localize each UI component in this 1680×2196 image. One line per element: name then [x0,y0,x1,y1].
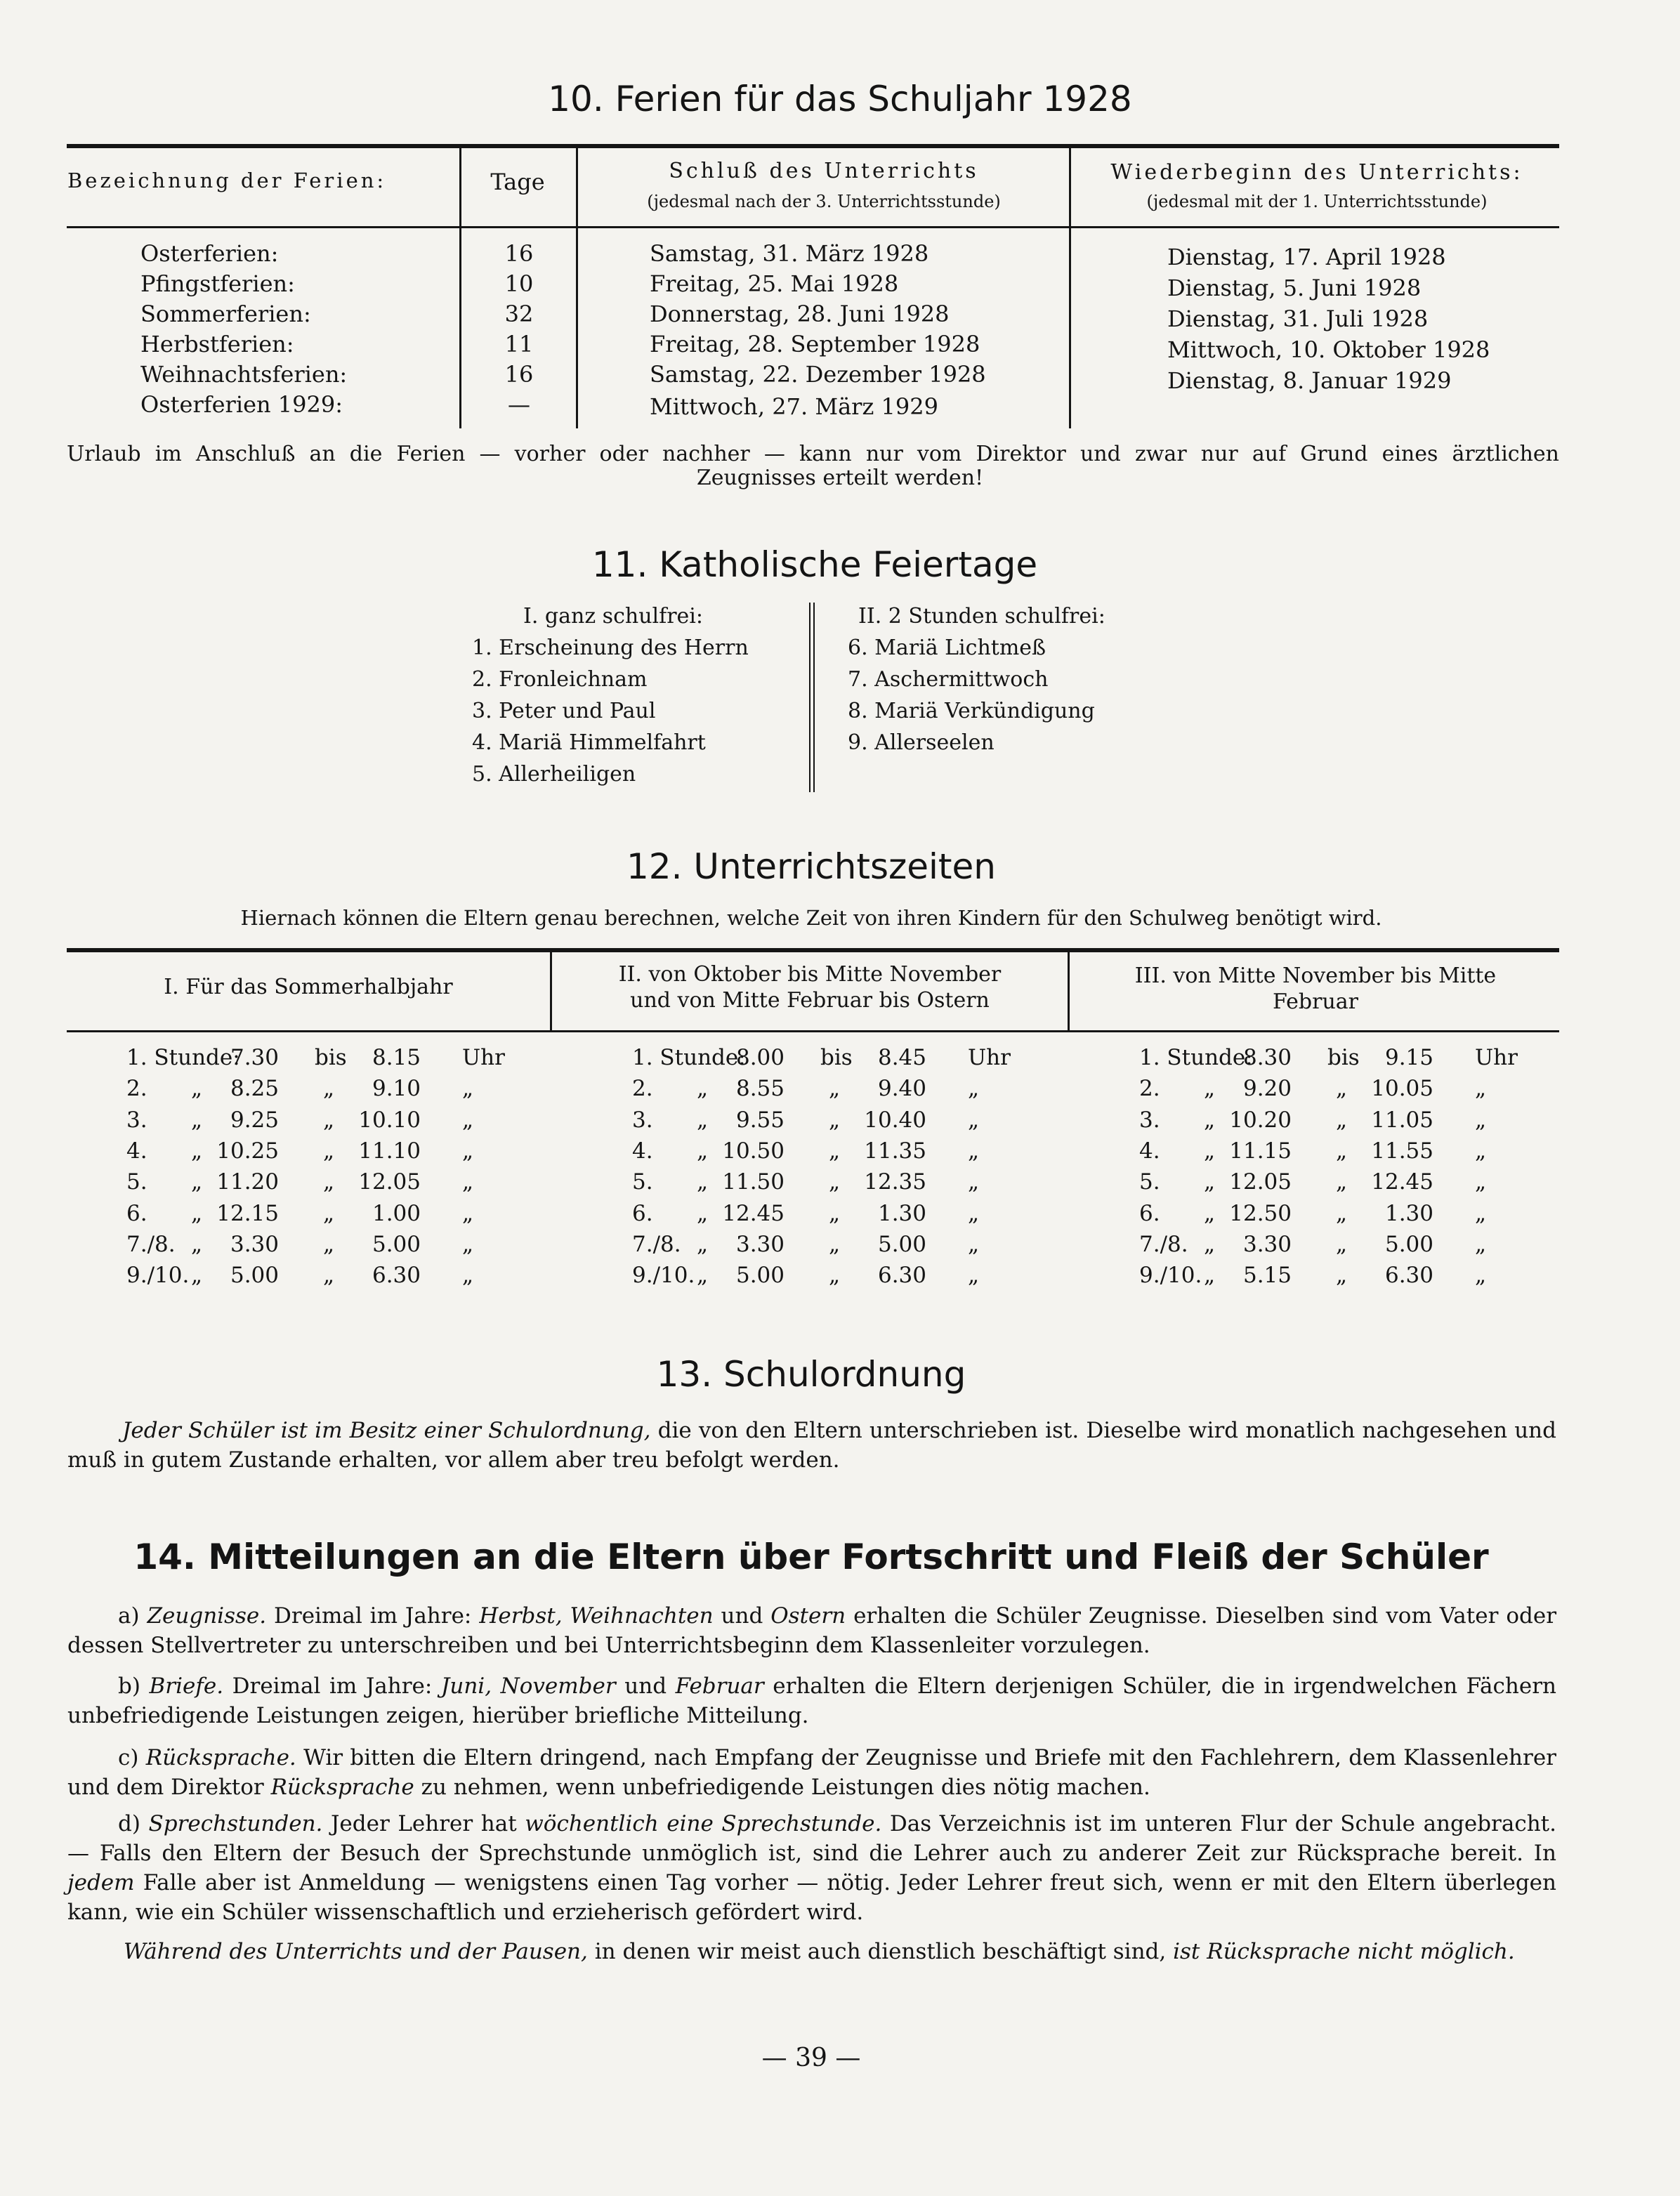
ditto-mark: „ [829,1076,841,1102]
page-number: — 39 — [761,2044,861,2072]
end-time: 5.00 [372,1231,421,1257]
paragraph-c-text-2: zu nehmen, wenn unbefriedigende Leistungen dies nötig machen. [414,1775,1150,1800]
schedule-col-1-header: I. Für das Sommerhalbjahr [164,975,453,999]
col-header-name: Bezeichnung der Ferien: [67,169,387,192]
unit-label: Uhr [1475,1045,1518,1070]
lesson-number: 9./10. [126,1263,190,1289]
section-13-text [67,1416,1556,1475]
paragraph-b-label: b) [118,1674,140,1699]
ditto-mark: „ [1336,1263,1348,1289]
holy-days-right-heading: II. 2 Stunden schulfrei: [858,604,1105,629]
unit-label: „ [968,1076,980,1102]
lesson-number: 1. Stunde: [632,1045,746,1070]
end-time: 1.30 [1384,1200,1433,1226]
closing-note-italic-1: Während des Unterrichts und der Pausen, [124,1939,588,1964]
unit-label: „ [1475,1200,1487,1226]
end-time: 5.00 [877,1231,926,1257]
unit-label: „ [968,1107,980,1133]
ditto-mark: „ [1204,1263,1216,1289]
schedule-col-2-header-line-1: II. von Oktober bis Mitte November [618,962,1002,987]
unit-label: „ [1475,1231,1487,1257]
paragraph-a-label: a) [118,1603,140,1629]
list-item: 7. Aschermittwoch [848,667,1049,692]
holiday-start: Mittwoch, 10. Oktober 1928 [1167,336,1490,363]
ditto-mark: „ [829,1169,841,1195]
schedule-col-2-header-line-2: und von Mitte Februar bis Ostern [630,988,990,1013]
start-time: 10.25 [216,1138,279,1164]
list-item: 4. Mariä Himmelfahrt [472,730,706,755]
end-time: 9.10 [372,1076,421,1102]
section-14-paragraph-d [67,1809,1556,1927]
paragraph-b-text-2: und [615,1674,676,1699]
unit-label: „ [462,1076,474,1102]
lesson-number: 1. Stunde: [126,1045,240,1070]
list-item: 3. Peter und Paul [472,699,656,723]
paragraph-a-title: Zeugnisse. [147,1603,267,1629]
ditto-mark: „ [191,1107,203,1133]
lesson-number: 2. [1139,1076,1160,1102]
paragraph-c-text-1: Wir bitten die Eltern dringend, nach Empfang der Zeugnisse und Briefe mit den Fachlehrern, dem Klassenlehrer und dem Direktor [67,1745,1557,1800]
lesson-number: 2. [126,1076,147,1102]
start-time: 8.30 [1242,1045,1292,1070]
end-time: 11.55 [1371,1138,1433,1164]
bis-label: bis [315,1045,347,1070]
unit-label: „ [462,1138,474,1164]
ditto-mark: „ [829,1231,841,1257]
holy-days-left-heading: I. ganz schulfrei: [523,604,704,629]
holiday-days: — [508,391,530,418]
end-time: 11.10 [358,1138,421,1164]
ditto-mark: „ [1336,1200,1348,1226]
table-10-top-rule [67,144,1559,148]
lesson-number: 5. [632,1169,653,1195]
holiday-end: Mittwoch, 27. März 1929 [650,393,938,420]
start-time: 7.30 [230,1045,279,1070]
start-time: 8.55 [735,1076,785,1102]
end-time: 6.30 [1384,1263,1433,1289]
lesson-number: 6. [632,1200,653,1226]
end-time: 9.15 [1384,1045,1433,1070]
table-12-top-rule [67,948,1559,952]
end-time: 6.30 [372,1263,421,1289]
paragraph-a-italic-1: Herbst, Weihnachten [479,1603,714,1629]
holiday-name: Pfingstferien: [140,270,295,297]
paragraph-c-italic-1: Rücksprache [270,1775,414,1800]
paragraph-c-title: Rücksprache. [145,1745,296,1770]
lesson-number: 3. [632,1107,653,1133]
ditto-mark: „ [323,1200,335,1226]
paragraph-d-label: d) [118,1811,140,1836]
paragraph-d-text-1: Jeder Lehrer hat [322,1811,525,1836]
start-time: 3.30 [735,1231,785,1257]
lesson-number: 3. [126,1107,147,1133]
start-time: 11.15 [1229,1138,1292,1164]
section-14-closing-note [67,1937,1556,1966]
list-item: 2. Fronleichnam [472,667,648,692]
holiday-note-line-1: Urlaub im Anschluß an die Ferien — vorher oder nachher — kann nur vom Direktor und zwar nur auf Grund eines ärztlichen [67,442,1559,466]
holiday-name: Sommerferien: [140,301,311,327]
holiday-end: Samstag, 31. März 1928 [650,240,929,267]
start-time: 5.00 [230,1263,279,1289]
end-time: 8.45 [877,1045,926,1070]
list-item: 5. Allerheiligen [472,762,636,787]
ditto-mark: „ [697,1076,709,1102]
ditto-mark: „ [1204,1169,1216,1195]
paragraph-c-label: c) [118,1745,139,1770]
paragraph-b-text-3: erhalten die Eltern derjenigen Schüler, die in irgendwelchen Fächern unbefriedigende Leistungen zeigen, hierüber briefliche Mitteilung. [67,1674,1556,1728]
holiday-end: Freitag, 28. September 1928 [650,331,980,357]
start-time: 10.50 [722,1138,785,1164]
unit-label: „ [462,1169,474,1195]
ditto-mark: „ [697,1200,709,1226]
holiday-end: Donnerstag, 28. Juni 1928 [650,301,950,327]
unit-label: Uhr [968,1045,1011,1070]
ditto-mark: „ [191,1138,203,1164]
start-time: 11.20 [216,1169,279,1195]
ditto-mark: „ [191,1200,203,1226]
holiday-days: 10 [504,270,534,297]
start-time: 11.50 [722,1169,785,1195]
start-time: 9.25 [230,1107,279,1133]
holiday-start: Dienstag, 8. Januar 1929 [1167,367,1452,394]
holiday-end: Freitag, 25. Mai 1928 [650,270,899,297]
table-10-vline-3 [1069,144,1071,428]
unit-label: „ [968,1169,980,1195]
lesson-number: 4. [126,1138,147,1164]
holy-days-divider-2 [813,603,815,792]
section-11-title: 11. Katholische Feiertage [591,544,1038,585]
holiday-start: Dienstag, 5. Juni 1928 [1167,275,1422,301]
end-time: 11.05 [1371,1107,1433,1133]
end-time: 1.30 [877,1200,926,1226]
bis-label: bis [1327,1045,1360,1070]
unit-label: Uhr [462,1045,505,1070]
start-time: 9.20 [1242,1076,1292,1102]
section-14-paragraph-a [67,1601,1556,1660]
paragraph-d-italic-1: wöchentlich eine Sprechstunde. [525,1811,882,1836]
unit-label: „ [1475,1107,1487,1133]
holiday-name: Osterferien 1929: [140,391,343,418]
paragraph-b-italic-2: Februar [675,1674,764,1699]
ditto-mark: „ [1336,1231,1348,1257]
bis-label: bis [820,1045,853,1070]
table-12-header-rule [67,1030,1559,1032]
start-time: 5.15 [1242,1263,1292,1289]
paragraph-b-italic-1: Juni, November [440,1674,616,1699]
ditto-mark: „ [323,1263,335,1289]
lesson-number: 4. [1139,1138,1160,1164]
holiday-start: Dienstag, 31. Juli 1928 [1167,305,1429,332]
end-time: 12.35 [864,1169,926,1195]
ditto-mark: „ [323,1231,335,1257]
section-13-text-body: die von den Eltern unterschrieben ist. Dieselbe wird monatlich nachgesehen und muß in gutem Zustande erhalten, vor allem aber treu befolgt werden. [67,1418,1556,1473]
end-time: 1.00 [372,1200,421,1226]
holy-days-divider-1 [809,603,811,792]
lesson-number: 7./8. [126,1231,176,1257]
unit-label: „ [968,1263,980,1289]
holiday-days: 11 [504,331,534,357]
paragraph-a-text-2: und [713,1603,771,1629]
ditto-mark: „ [1204,1076,1216,1102]
list-item: 8. Mariä Verkündigung [848,699,1095,723]
unit-label: „ [1475,1138,1487,1164]
paragraph-a-italic-2: Ostern [770,1603,846,1629]
paragraph-d-text-2: Das Verzeichnis ist im unteren Flur der Schule angebracht. — Falls den Eltern der Besuch der Sprechstunde unmöglich ist, sind die Lehrer auch zu anderer Zeit zur Rücksprache bereit. In [67,1811,1556,1866]
ditto-mark: „ [191,1231,203,1257]
start-time: 5.00 [735,1263,785,1289]
end-time: 9.40 [877,1076,926,1102]
paragraph-d-title: Sprechstunden. [148,1811,323,1836]
ditto-mark: „ [697,1169,709,1195]
section-14-paragraph-b [67,1671,1556,1730]
holiday-name: Osterferien: [140,240,279,267]
start-time: 10.20 [1229,1107,1292,1133]
section-14-title: 14. Mitteilungen an die Eltern über Fortschritt und Fleiß der Schüler [133,1537,1489,1577]
lesson-number: 9./10. [632,1263,695,1289]
holiday-end: Samstag, 22. Dezember 1928 [650,361,986,388]
start-time: 3.30 [1242,1231,1292,1257]
end-time: 5.00 [1384,1231,1433,1257]
unit-label: „ [462,1231,474,1257]
unit-label: „ [1475,1076,1487,1102]
unit-label: „ [968,1200,980,1226]
lesson-number: 9./10. [1139,1263,1202,1289]
unit-label: „ [968,1138,980,1164]
ditto-mark: „ [191,1076,203,1102]
section-13-title: 13. Schulordnung [656,1354,966,1395]
col-header-end: Schluß des Unterrichts [669,159,979,183]
ditto-mark: „ [323,1138,335,1164]
lesson-number: 3. [1139,1107,1160,1133]
ditto-mark: „ [829,1138,841,1164]
ditto-mark: „ [829,1263,841,1289]
paragraph-d-italic-2: jedem [67,1870,135,1895]
start-time: 8.25 [230,1076,279,1102]
paragraph-a-text-3: erhalten die Schüler Zeugnisse. Dieselben sind vom Vater oder dessen Stellvertreter zu unterschreiben und bei Unterrichtsbeginn dem Klassenleiter vorzulegen. [67,1603,1557,1658]
start-time: 8.00 [735,1045,785,1070]
ditto-mark: „ [323,1169,335,1195]
end-time: 8.15 [372,1045,421,1070]
paragraph-b-text-1: Dreimal im Jahre: [223,1674,441,1699]
holiday-name: Herbstferien: [140,331,294,357]
section-10-title: 10. Ferien für das Schuljahr 1928 [548,79,1132,119]
ditto-mark: „ [697,1263,709,1289]
ditto-mark: „ [191,1263,203,1289]
end-time: 10.10 [358,1107,421,1133]
ditto-mark: „ [1336,1138,1348,1164]
end-time: 12.05 [358,1169,421,1195]
start-time: 12.50 [1229,1200,1292,1226]
ditto-mark: „ [1336,1076,1348,1102]
unit-label: „ [968,1231,980,1257]
paragraph-b-title: Briefe. [149,1674,224,1699]
section-13-text-italic: Jeder Schüler ist im Besitz einer Schulordnung, [122,1418,651,1443]
start-time: 12.45 [722,1200,785,1226]
unit-label: „ [1475,1169,1487,1195]
ditto-mark: „ [1336,1169,1348,1195]
holiday-days: 16 [504,361,534,388]
closing-note-italic-2: ist Rücksprache nicht möglich. [1173,1939,1515,1964]
ditto-mark: „ [697,1231,709,1257]
section-12-subtitle: Hiernach können die Eltern genau berechnen, welche Zeit von ihren Kindern für den Schulweg benötigt wird. [240,906,1382,930]
paragraph-a-text-1: Dreimal im Jahre: [266,1603,480,1629]
end-time: 10.05 [1371,1076,1433,1102]
lesson-number: 2. [632,1076,653,1102]
lesson-number: 5. [1139,1169,1160,1195]
unit-label: „ [462,1200,474,1226]
paragraph-d-text-3: Falle aber ist Anmeldung — wenigstens einen Tag vorher — nötig. Jeder Lehrer freut sich, wenn er mit den Eltern überlegen kann, wie ein Schüler wissenschaftlich und erzieherisch gefördert wird. [67,1870,1556,1925]
holiday-days: 16 [504,240,534,267]
ditto-mark: „ [829,1200,841,1226]
holiday-note-line-2: Zeugnisses erteilt werden! [696,466,984,490]
table-10-header-rule [67,226,1559,228]
ditto-mark: „ [697,1138,709,1164]
ditto-mark: „ [1204,1138,1216,1164]
lesson-number: 6. [1139,1200,1160,1226]
list-item: 9. Allerseelen [848,730,995,755]
start-time: 12.15 [216,1200,279,1226]
unit-label: „ [462,1107,474,1133]
col-header-days: Tage [490,169,545,195]
holiday-name: Weihnachtsferien: [140,361,348,388]
ditto-mark: „ [323,1076,335,1102]
end-time: 6.30 [877,1263,926,1289]
holiday-start: Dienstag, 17. April 1928 [1167,244,1446,270]
ditto-mark: „ [1204,1200,1216,1226]
lesson-number: 7./8. [1139,1231,1188,1257]
ditto-mark: „ [1336,1107,1348,1133]
closing-note-text: in denen wir meist auch dienstlich beschäftigt sind, [587,1939,1174,1964]
ditto-mark: „ [1204,1107,1216,1133]
start-time: 3.30 [230,1231,279,1257]
end-time: 12.45 [1371,1169,1433,1195]
schedule-col-3-header-line-2: Februar [1272,989,1359,1014]
end-time: 11.35 [864,1138,926,1164]
holiday-days: 32 [504,301,534,327]
ditto-mark: „ [829,1107,841,1133]
end-time: 10.40 [864,1107,926,1133]
ditto-mark: „ [323,1107,335,1133]
list-item: 6. Mariä Lichtmeß [848,636,1046,660]
ditto-mark: „ [191,1169,203,1195]
list-item: 1. Erscheinung des Herrn [472,636,749,660]
lesson-number: 7./8. [632,1231,681,1257]
col-header-start-note: (jedesmal mit der 1. Unterrichtsstunde) [1146,192,1488,211]
lesson-number: 4. [632,1138,653,1164]
lesson-number: 5. [126,1169,147,1195]
section-12-title: 12. Unterrichtszeiten [626,846,996,887]
start-time: 12.05 [1229,1169,1292,1195]
holy-days-right-list [848,632,1095,758]
ditto-mark: „ [1204,1231,1216,1257]
start-time: 9.55 [735,1107,785,1133]
lesson-number: 6. [126,1200,147,1226]
holy-days-left-list [472,632,749,790]
unit-label: „ [462,1263,474,1289]
col-header-start: Wiederbeginn des Unterrichts: [1110,160,1523,185]
unit-label: „ [1475,1263,1487,1289]
lesson-number: 1. Stunde: [1139,1045,1253,1070]
section-14-paragraph-c [67,1743,1556,1802]
schedule-col-3-header-line-1: III. von Mitte November bis Mitte [1134,964,1497,988]
col-header-end-note: (jedesmal nach der 3. Unterrichtsstunde) [647,192,1001,211]
ditto-mark: „ [697,1107,709,1133]
